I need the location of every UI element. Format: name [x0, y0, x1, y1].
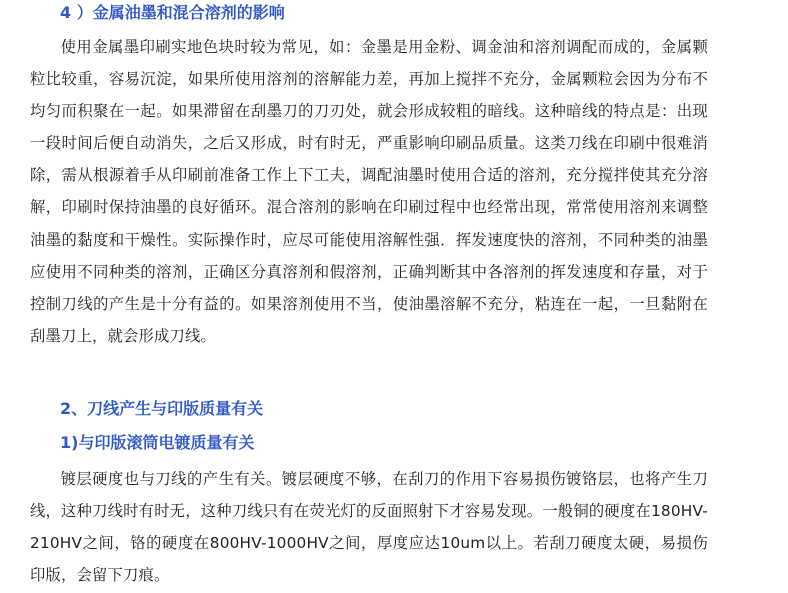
- subsection-1-paragraph: 镀层硬度也与刀线的产生有关。镀层硬度不够，在刮刀的作用下容易损伤镀铬层，也将产生刀线，这种刀线时有时无，这种刀线只有在荧光灯的反面照射下才容易发现。一般铜的硬度在180HV-210HV之间，铬的硬度在800HV-1000HV之间，厚度应达10um以上。若刮刀硬度太硬，易损伤印版，会留下刀痕。: [30, 470, 708, 585]
- section-4-heading: 4 ）金属油墨和混合溶剂的影响: [60, 3, 285, 22]
- section-2-heading: 2、刀线产生与印版质量有关: [60, 399, 264, 418]
- subsection-1-heading: 1)与印版滚筒电镀质量有关: [60, 433, 255, 452]
- section-4-paragraph: 使用金属墨印刷实地色块时较为常见，如：金墨是用金粉、调金油和溶剂调配而成的，金属颗粒比较重，容易沉淀，如果所使用溶剂的溶解能力差，再加上搅拌不充分，金属颗粒会因为分布不均匀而积聚在一起。如果滞留在刮墨刀的刀刃处，就会形成较粗的暗线。这种暗线的特点是：出现一段时间后便自动消失，之后又形成，时有时无，严重影响印刷品质量。这类刀线在印刷中很难消除，需从根源着手从印刷前准备工作上下工夫，调配油墨时使用合适的溶剂，充分搅拌使其充分溶解，印刷时保持油墨的良好循环。混合溶剂的影响在印刷过程中也经常出现，常常使用溶剂来调整油墨的黏度和干燥性。实际操作时，应尽可能使用溶解性强．挥发速度快的溶剂，不同种类的油墨应使用不同种类的溶剂，正确区分真溶剂和假溶剂，正确判断其中各溶剂的挥发速度和存量，对于控制刀线的产生是十分有益的。如果溶剂使用不当，使油墨溶解不充分，粘连在一起，一旦黏附在刮墨刀上，就会形成刀线。: [30, 38, 708, 345]
